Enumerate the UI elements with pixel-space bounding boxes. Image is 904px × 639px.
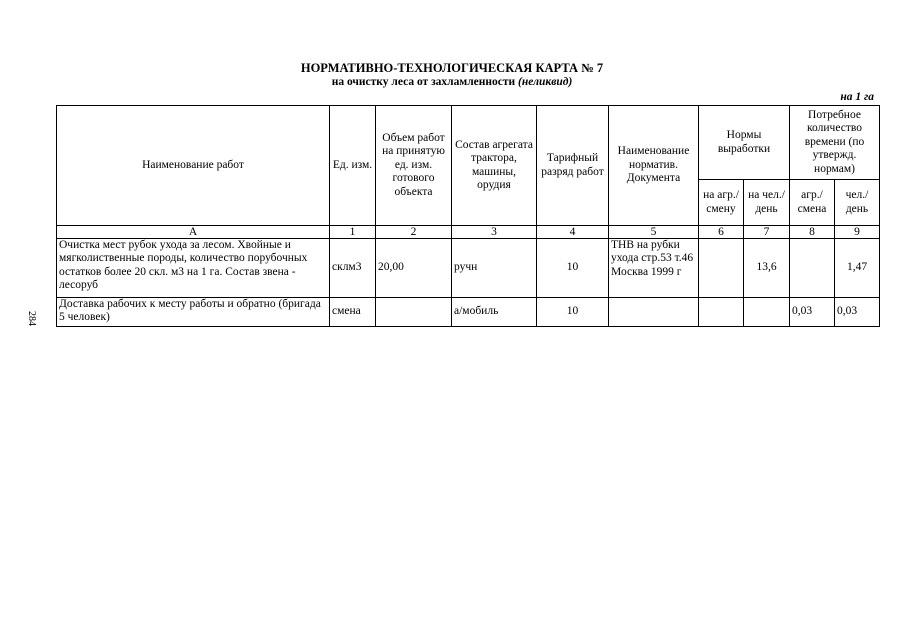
header-output-norms: Нормы выработки xyxy=(699,106,790,180)
col-number-a: А xyxy=(57,226,330,239)
col-number-9: 9 xyxy=(835,226,880,239)
header-composition: Состав агрегата трактора, машины, орудия xyxy=(452,106,537,226)
document-subtitle xyxy=(0,76,904,88)
row1-unit: склм3 xyxy=(330,239,376,298)
header-unit-shift: агр./ смена xyxy=(790,180,835,226)
col-number-7: 7 xyxy=(744,226,790,239)
row1-tariff: 10 xyxy=(537,239,609,298)
col-number-4: 4 xyxy=(537,226,609,239)
unit-label: на 1 га xyxy=(840,91,874,103)
header-unit: Ед. изм. xyxy=(330,106,376,226)
header-volume: Объем работ на принятую ед. изм. готового объекта xyxy=(376,106,452,226)
table-row xyxy=(57,239,880,298)
col-number-8: 8 xyxy=(790,226,835,239)
document-title: НОРМАТИВНО-ТЕХНОЛОГИЧЕСКАЯ КАРТА № 7 xyxy=(300,61,604,75)
row2-norm-unit xyxy=(699,298,744,327)
row1-time-unit xyxy=(790,239,835,298)
row2-norm-person xyxy=(744,298,790,327)
header-tariff: Тарифный разряд работ xyxy=(537,106,609,226)
col-number-2: 2 xyxy=(376,226,452,239)
col-number-5: 5 xyxy=(609,226,699,239)
subtitle-italic: (неликвид) xyxy=(518,76,573,88)
row2-composition: а/мобиль xyxy=(452,298,537,327)
row1-composition: ручн xyxy=(452,239,537,298)
row2-unit: смена xyxy=(330,298,376,327)
row1-time-person: 1,47 xyxy=(835,239,880,298)
header-work-name: Наименование работ xyxy=(57,106,330,226)
row2-name: Доставка рабочих к месту работы и обратно (бригада 5 человек) xyxy=(57,298,330,327)
header-row-1 xyxy=(57,106,880,180)
header-norm-doc: Наименование норматив. Документа xyxy=(609,106,699,226)
col-number-1: 1 xyxy=(330,226,376,239)
row1-name: Очистка мест рубок ухода за лесом. Хвойные и мягколиственные породы, количество порубочных остатков более 20 скл. м3 на 1 га. Состав звена - лесоруб xyxy=(57,239,330,298)
header-per-person-day: на чел./ день xyxy=(744,180,790,226)
col-number-6: 6 xyxy=(699,226,744,239)
col-number-3: 3 xyxy=(452,226,537,239)
header-person-day: чел./ день xyxy=(835,180,880,226)
table-row xyxy=(57,298,880,327)
row1-norm-person: 13,6 xyxy=(744,239,790,298)
row1-norm-unit xyxy=(699,239,744,298)
row1-volume: 20,00 xyxy=(376,239,452,298)
header-per-unit-shift: на агр./ смену xyxy=(699,180,744,226)
row2-volume xyxy=(376,298,452,327)
header-time-required: Потребное количество времени (по утвержд. нормам) xyxy=(790,106,880,180)
row2-time-unit: 0,03 xyxy=(790,298,835,327)
row2-time-person: 0,03 xyxy=(835,298,880,327)
subtitle-main: на очистку леса от захламленности xyxy=(331,76,519,88)
row2-tariff: 10 xyxy=(537,298,609,327)
column-number-row xyxy=(57,226,880,239)
row1-doc: ТНВ на рубки ухода стр.53 т.46 Москва 1999 г xyxy=(609,239,699,298)
norms-table xyxy=(56,105,880,327)
row2-doc xyxy=(609,298,699,327)
page-number: 284 xyxy=(26,311,37,326)
